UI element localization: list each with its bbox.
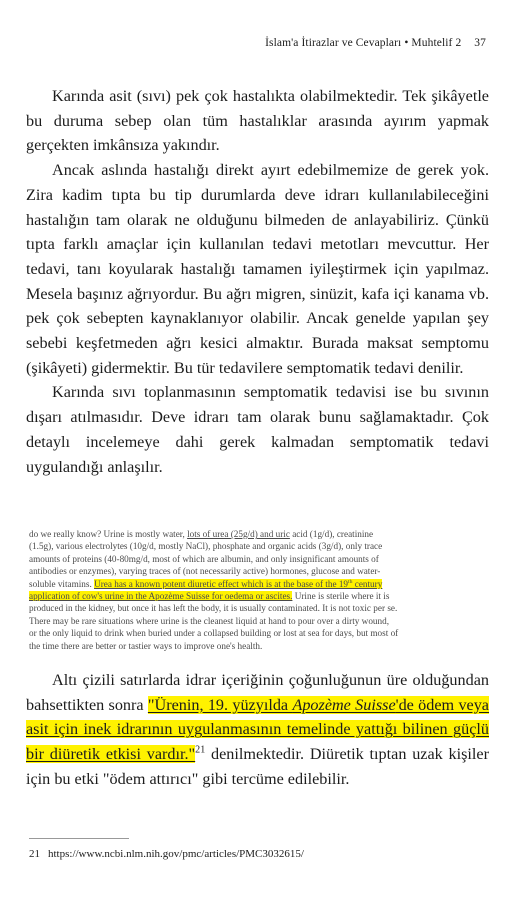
- paragraph-4: Altı çizili satırlarda idrar içeriğinin çoğunluğunun üre olduğundan bahsettikten sonra "Ürenin, 19. yüzyılda Apozème Suisse'de ödem veya asit için inek idrarının uygulanmasının temelinde yattığı bilinen güçlü bir diüretik etkisi vardır."$^{21}$ denilmektedir. Diüretik tıptan uzak kişiler için bu etki "ödem attırıcı" gibi tercüme edilebilir.: [26, 671, 490, 788]
- excerpt-line: do we really know? Urine is mostly water, lots of urea (25g/d) and uric acid (1g/d), creatinine: [29, 529, 374, 539]
- footnote-ref: 21: [195, 744, 206, 756]
- highlighted-translation: "Ürenin, 19. yüzyılda Apozème Suisse'de ödem veya asit için inek idrarının uygulanmasının temelinde yattığı bilinen güçlü bir diüretik etkisi vardır.": [26, 695, 489, 764]
- footnote-url[interactable]: https://www.ncbi.nlm.nih.gov/pmc/articles/PMC3032615/: [48, 848, 304, 860]
- paragraph-2: Ancak aslında hastalığı direkt ayırt edebilmemize de gerek yok. Zira kadim tıpta bu tip durumlarda deve idrarı kullanılabileceğini hastalığın tam olarak ne olduğunu bilmeden de anlayabiliriz. Çünkü tıpta farklı amaçlar için kullanılan tedavi metotları mevcuttur. Her tedavi, tanı koyularak hastalığı tamamen iyileştirmek için yapılmaz. Mesela başınız ağrıyordur. Bu ağrı migren, sinüzit, kafa içi kanama vb. pek çok sebepten kaynaklanıyor olabilir. Ancak genelde yapılan şey sebebi keşfetmeden ağrı kesici almaktır. Burada maksat semptomu (şikâyeti) gidermektir. Bu tür tedavilere semptomatik tedavi denilir.: [26, 161, 489, 377]
- running-header: [0, 37, 486, 49]
- analysis-text: [26, 668, 489, 792]
- page-number: 37: [474, 37, 486, 49]
- highlighted-sentence: Urea has a known potent diuretic effect which is at the base of the 19th century: [94, 578, 383, 589]
- quoted-excerpt: [29, 528, 499, 652]
- excerpt-line: produced in the kidney, but once it has left the body, it is usually contaminated. It is not toxic per se.: [29, 603, 398, 614]
- excerpt-line: amounts of proteins (40-80mg/d, most of which are albumin, and only insignificant amounts of: [29, 553, 379, 564]
- footnote-divider: [29, 838, 129, 839]
- paragraph-3: Karında sıvı toplanmasının semptomatik tedavisi ise bu sıvının dışarı atılmasıdır. Deve idrarı tam olarak bunu sağlamaktadır. Çok detaylı incelemeye dahi gerek kalmadan semptomatik tedavi uygulandığı anlaşılır.: [26, 383, 489, 476]
- highlighted-sentence: application of cow's urine in the Apozème Suisse for oedema or ascites.: [29, 590, 293, 601]
- excerpt-line: or the only liquid to drink when buried under a collapsed building or lost at sea for days, but most of: [29, 628, 399, 639]
- excerpt-line: antibodies or enzymes), varying traces of (not necessarily active) hormones, glucose and water-: [29, 566, 381, 577]
- excerpt-line: application of cow's urine in the Apozème Suisse for oedema or ascites. Urine is sterile where it is: [29, 590, 390, 601]
- footnote-number: 21: [29, 848, 40, 860]
- excerpt-line: (1.5g), various electrolytes (10g/d, mostly NaCl), phosphate and organic acids (3g/d), only trace: [29, 541, 383, 552]
- main-text: [26, 84, 489, 479]
- excerpt-line: There may be rare situations where urine is the cleanest liquid at hand to pour over a dirty wound,: [29, 615, 389, 626]
- running-title: İslam'a İtirazlar ve Cevapları • Muhtelif 2: [265, 37, 462, 49]
- footnote: [29, 848, 304, 860]
- excerpt-line: the time there are better or tastier ways to improve one's health.: [29, 640, 263, 651]
- excerpt-line: soluble vitamins. Urea has a known potent diuretic effect which is at the base of the 19th century: [29, 578, 383, 589]
- paragraph-1: Karında asit (sıvı) pek çok hastalıkta olabilmektedir. Tek şikâyetle bu duruma sebep olan tüm hastalıklar arasında ayırım yapmak gerçekten imkânsıza yakındır.: [26, 87, 489, 155]
